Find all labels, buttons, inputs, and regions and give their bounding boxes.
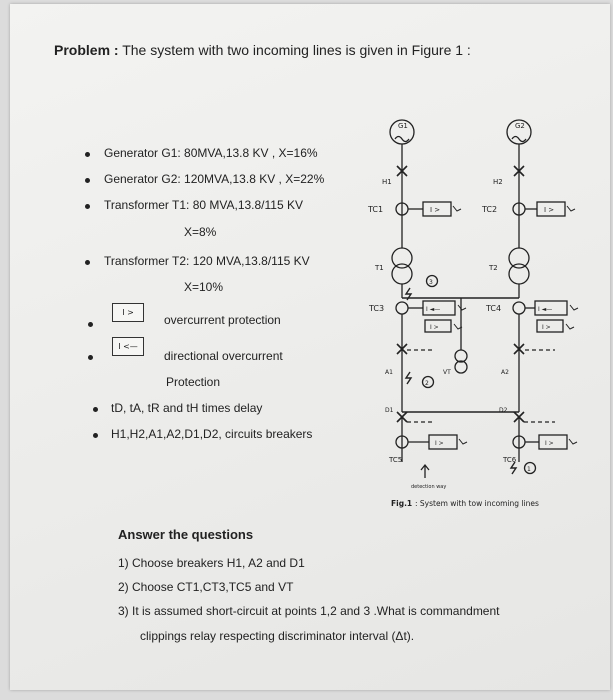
questions-heading: Answer the questions: [118, 527, 254, 542]
fault-3-label: 3: [429, 279, 433, 286]
diagram-d2-label: D2: [499, 407, 508, 414]
diagram-tc4-label: TC4: [486, 304, 502, 313]
question-3-line2: clippings relay respecting discriminator interval (Δt).: [140, 629, 415, 643]
tc4-overcurrent-relay-text: I >: [542, 324, 551, 331]
transformer-t2-reactance: X=10%: [184, 280, 224, 294]
bullet-dot: [85, 178, 90, 183]
fault-2-label: 2: [425, 380, 429, 387]
question-3-line1: 3) It is assumed short-circuit at points 1,2 and 3 .What is commandment: [118, 604, 500, 618]
bullet-dot: [88, 322, 93, 327]
question-2: 2) Choose CT1,CT3,TC5 and VT: [118, 580, 294, 594]
problem-statement: [54, 42, 471, 58]
ct3-symbol: [396, 302, 408, 314]
diagram-tc3-label: TC3: [369, 304, 385, 313]
figure-caption-number: Fig.1: [391, 499, 413, 508]
directional-relay-symbol: I <—: [112, 337, 144, 356]
diagram-a1-label: A1: [385, 369, 393, 376]
diagram-tc1-label: TC1: [368, 205, 384, 214]
single-line-diagram: [355, 112, 600, 512]
diagram-a2-label: A2: [501, 369, 509, 376]
diagram-tc2-label: TC2: [482, 205, 498, 214]
transformer-t1-spec: Transformer T1: 80 MVA,13.8/115 KV: [104, 198, 303, 212]
bullet-dot: [93, 407, 98, 412]
generator-g1-spec: Generator G1: 80MVA,13.8 KV , X=16%: [104, 146, 318, 160]
tc5-relay-text: I >: [435, 440, 444, 447]
circuit-breakers-item: H1,H2,A1,A2,D1,D2, circuits breakers: [111, 427, 313, 441]
bullet-dot: [85, 152, 90, 157]
problem-text: The system with two incoming lines is given in Figure 1 :: [122, 42, 471, 58]
tc1-relay-text: I >: [430, 206, 441, 214]
transformer-t1-symbol: [392, 248, 412, 268]
directional-legend-line1: directional overcurrent: [164, 349, 283, 363]
vt-symbol: [455, 350, 467, 362]
figure-caption-text: : System with tow incoming lines: [415, 499, 539, 508]
detection-way-label: detection way: [411, 484, 447, 490]
diagram-g2-label: G2: [515, 122, 525, 130]
diagram-d1-label: D1: [385, 407, 394, 414]
tc3-directional-relay-text: I ◄—: [426, 306, 441, 313]
diagram-g1-label: G1: [398, 122, 408, 130]
tc6-relay-text: I >: [545, 440, 554, 447]
bullet-dot: [85, 260, 90, 265]
diagram-tc6-label: TC6: [503, 456, 517, 464]
question-1: 1) Choose breakers H1, A2 and D1: [118, 556, 305, 570]
time-delays-item: tD, tA, tR and tH times delay: [111, 401, 263, 415]
overcurrent-relay-symbol: I >: [112, 303, 144, 322]
overcurrent-legend: overcurrent protection: [164, 313, 281, 327]
diagram-h2-label: H2: [493, 178, 503, 186]
diagram-vt-label: VT: [443, 369, 451, 376]
tc2-relay-text: I >: [544, 206, 555, 214]
problem-label: Problem :: [54, 42, 119, 58]
bullet-dot: [88, 355, 93, 360]
fault-1-label: 1: [527, 466, 531, 473]
tc4-directional-relay-text: I ◄—: [538, 306, 553, 313]
transformer-t1-reactance: X=8%: [184, 225, 217, 239]
transformer-t2-spec: Transformer T2: 120 MVA,13.8/115 KV: [104, 254, 310, 268]
directional-legend-line2: Protection: [166, 375, 221, 389]
diagram-tc5-label: TC5: [389, 456, 403, 464]
bullet-dot: [93, 433, 98, 438]
diagram-h1-label: H1: [382, 178, 392, 186]
generator-g2-spec: Generator G2: 120MVA,13.8 KV , X=22%: [104, 172, 325, 186]
diagram-t1-label: T1: [375, 264, 384, 272]
bullet-dot: [85, 204, 90, 209]
transformer-t2-symbol: [509, 248, 529, 268]
ct4-symbol: [513, 302, 525, 314]
tc3-overcurrent-relay-text: I >: [430, 324, 439, 331]
diagram-t2-label: T2: [489, 264, 498, 272]
